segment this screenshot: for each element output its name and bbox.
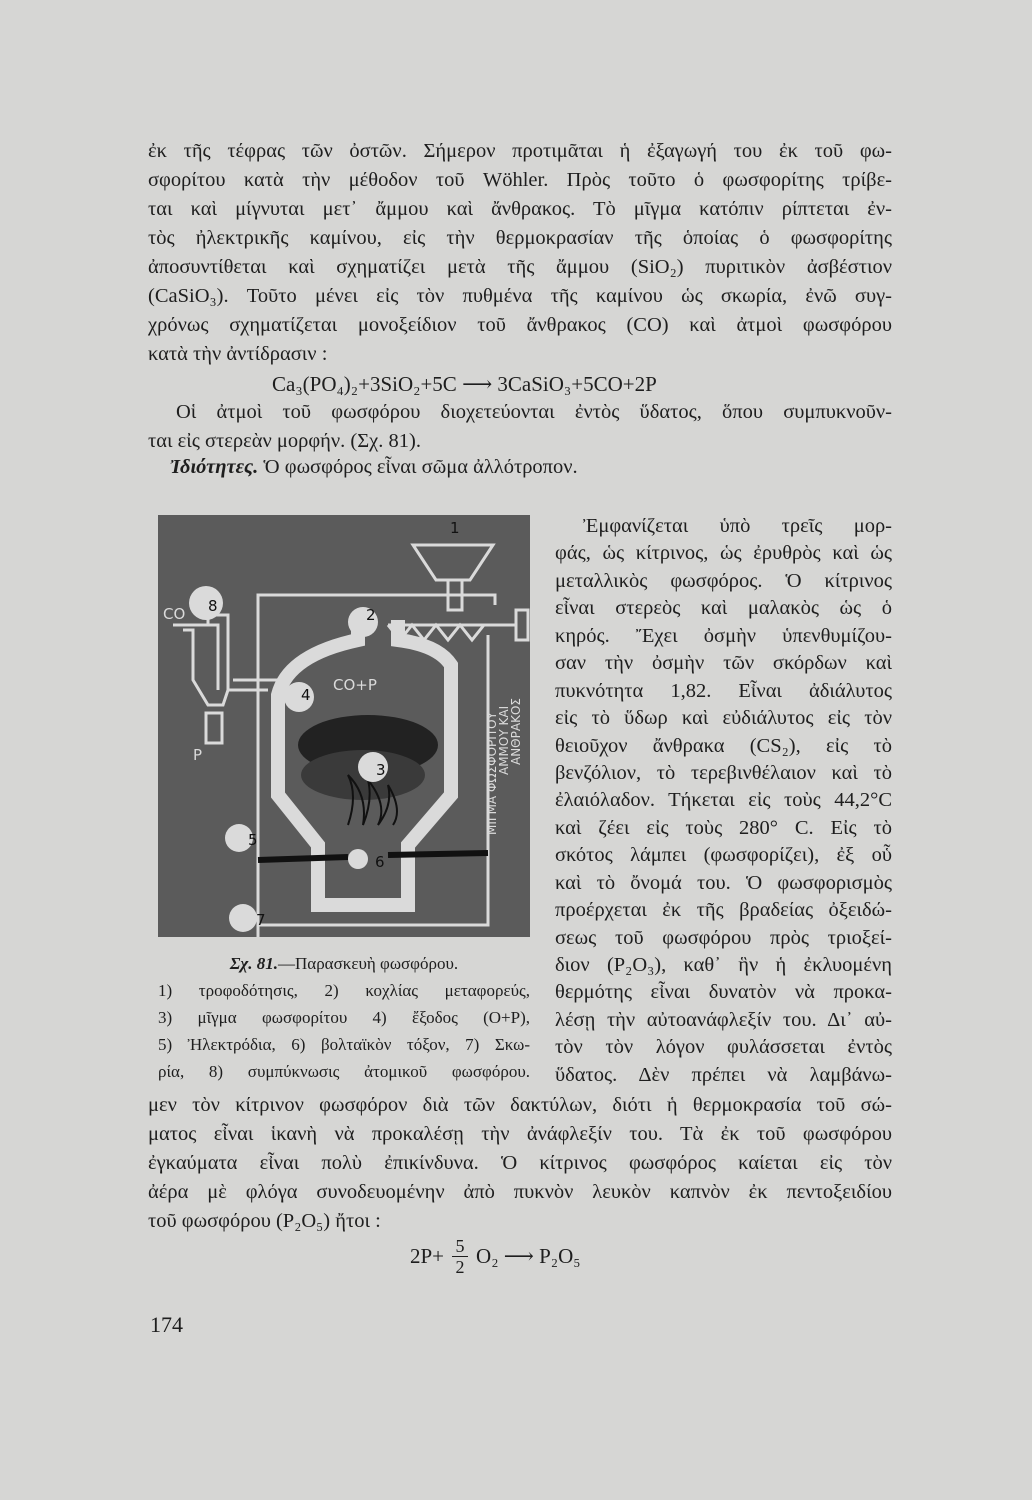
text-line: εἶναι στερεὸς καὶ μαλακὸς ὡς ὁ xyxy=(555,597,892,620)
text-line: ται καὶ μίγνυται μετ᾽ ἄμμου καὶ ἄνθρακος. Τὸ μῖγμα κατόπιν ρίπτεται ἐν- xyxy=(148,198,892,220)
fraction xyxy=(452,1236,468,1277)
text-line: ὕδατος. Δὲν πρέπει νὰ λαμβάνω- xyxy=(555,1063,892,1086)
marker-4: 4 xyxy=(301,686,311,704)
caption-line: 5) Ἠλεκτρόδια, 6) βολταϊκὸν τόξον, 7) Σκω- xyxy=(158,1035,530,1054)
right-column-paragraph xyxy=(555,513,892,1089)
text-line: θειοῦχον ἄνθρακα (CS₂), εἰς τὸ xyxy=(555,734,892,757)
text-line: Οἱ ἀτμοὶ τοῦ φωσφόρου διοχετεύονται ἐντὸς ὕδατος, ὅπου συμπυκνοῦν- xyxy=(176,401,892,423)
text-line: (CaSiO₃). Τοῦτο μένει εἰς τὸν πυθμένα τῆς καμίνου ὡς σκωρία, ἐνῶ συγ- xyxy=(148,285,892,307)
label-mixture-2: ΑΜΜΟΥ ΚΑΙ xyxy=(497,705,511,775)
text-line: σαν τὴν ὀσμὴν τῶν σκόρδων καὶ xyxy=(555,652,892,675)
text-line: ἀέρα μὲ φλόγα συνοδευομένην ἀπὸ πυκνὸν λευκὸν καπνὸν ἐκ πεντοξειδίου xyxy=(148,1181,892,1203)
equation-left: 2P+ xyxy=(410,1244,445,1268)
page-number: 174 xyxy=(150,1312,183,1337)
text-line: εἰς τὸ ὕδωρ καὶ εὐδιάλυτος εἰς τὸν xyxy=(555,707,892,730)
text-line: μεν τὸν κίτρινον φωσφόρον διὰ τῶν δακτύλων, διότι ἡ θερμοκρασία τοῦ σώ- xyxy=(148,1094,892,1116)
marker-6: 6 xyxy=(375,853,385,871)
text-line: χρόνως σχηματίζεται μονοξείδιον τοῦ ἄνθρακος (CO) καὶ ἀτμοὶ φωσφόρου xyxy=(148,314,892,336)
heading-title: Ἰδιότητες. xyxy=(170,456,259,478)
text-line: τὸς ἠλεκτρικῆς καμίνου, εἰς τὴν θερμοκρασίαν τῆς ὁποίας ὁ φωσφορίτης xyxy=(148,227,892,249)
caption-label: Σχ. 81. xyxy=(229,954,279,973)
label-p: P xyxy=(193,746,203,764)
text-line: σεως τοῦ φωσφόρου πρὸς τριοξεί- xyxy=(555,926,892,949)
equation-right: O₂ ⟶ P₂O₅ xyxy=(476,1244,581,1268)
fraction-numerator: 5 xyxy=(455,1236,465,1256)
figure-caption xyxy=(158,950,530,1085)
caption-line: 1) τροφοδότησις, 2) κοχλίας μεταφορεύς, xyxy=(158,981,530,1000)
marker-3: 3 xyxy=(376,761,386,779)
text-line: θερμότης εἶναι δυνατὸν νὰ προκα- xyxy=(555,981,892,1004)
marker-7: 7 xyxy=(256,911,266,929)
text-line: ἐκ τῆς τέφρας τῶν ὀστῶν. Σήμερον προτιμᾶται ἡ ἐξαγωγή του ἐκ τοῦ φω- xyxy=(148,140,892,162)
section-heading xyxy=(170,456,578,479)
label-mixture-3: ΑΝΘΡΑΚΟΣ xyxy=(509,698,523,765)
caption-line: ρία, 8) συμπύκνωσις ἀτομικοῦ φωσφόρου. xyxy=(158,1062,530,1081)
text-line: καὶ τὸ ὄνομά του. Ὁ φωσφορισμὸς xyxy=(555,871,892,894)
label-co-p: CO+P xyxy=(333,676,377,694)
text-line: διον (P₂O₃), καθ᾽ ἣν ἡ ἐκλυομένη xyxy=(555,954,892,976)
caption-line: 3) μῖγμα φωσφορίτου 4) ἔξοδος (O+P), xyxy=(158,1008,530,1027)
text-line: ἐλαιόλαδον. Τήκεται εἰς τοὺς 44,2°C xyxy=(555,789,892,812)
phosphorus-furnace-figure xyxy=(158,515,530,937)
text-line: ματος εἶναι ἱκανὴ νὰ προκαλέσῃ τὴν ἀνάφλεξίν του. Τὰ ἐκ τοῦ φωσφόρου xyxy=(148,1123,892,1145)
text-line: λέσῃ τὴν αὐτοανάφλεξίν του. Δι᾽ αὐ- xyxy=(555,1008,892,1031)
reaction-equation: Ca₃(PO₄)₂+3SiO₂+5C ⟶ 3CaSiO₃+5CO+2P xyxy=(272,372,657,396)
marker-1: 1 xyxy=(450,519,460,537)
text-line: ἐγκαύματα εἶναι πολὺ ἐπικίνδυνα. Ὁ κίτρινος φωσφόρος καίεται εἰς τὸν xyxy=(148,1152,892,1174)
text-line: τοῦ φωσφόρου (P₂O₅) ἤτοι : xyxy=(148,1210,381,1232)
top-paragraph xyxy=(148,137,892,456)
label-mixture-1: ΜΙΓΜΑ ΦΩΣΦΟΡΙΤΟΥ xyxy=(485,712,499,835)
combustion-equation xyxy=(410,1236,581,1277)
text-line: βενζόλιον, τὸ τερεβινθέλαιον καὶ τὸ xyxy=(555,761,892,784)
text-line: τὸν τὸν λόγον φυλάσσεται ἐντὸς xyxy=(555,1036,892,1059)
text-line: μεταλλικὸς φωσφόρος. Ὁ κίτρινος xyxy=(555,569,892,592)
text-line: φάς, ὡς κίτρινος, ὡς ἐρυθρὸς καὶ ὡς xyxy=(555,542,892,565)
label-co: CO xyxy=(163,605,186,623)
caption-title: —Παρασκευὴ φωσφόρου. xyxy=(278,954,459,973)
marker-2: 2 xyxy=(366,606,376,624)
heading-text: Ὁ φωσφόρος εἶναι σῶμα ἀλλότροπον. xyxy=(258,456,578,478)
marker-5: 5 xyxy=(248,831,258,849)
text-line: προέρχεται ἐκ τῆς βραδείας ὀξειδώ- xyxy=(555,899,892,922)
text-line: σφορίτου κατὰ τὴν μέθοδον τοῦ Wöhler. Πρὸς τοῦτο ὁ φωσφορίτης τρίβε- xyxy=(148,169,892,191)
text-line: κατὰ τὴν ἀντίδρασιν : xyxy=(148,343,328,365)
text-line: καὶ ζέει εἰς τοὺς 280° C. Εἰς τὸ xyxy=(555,816,892,839)
text-line: πυκνότητα 1,82. Εἶναι ἀδιάλυτος xyxy=(555,679,892,702)
fraction-denominator: 2 xyxy=(455,1257,465,1277)
text-line: Ἐμφανίζεται ὑπὸ τρεῖς μορ- xyxy=(583,515,892,537)
bottom-paragraph xyxy=(148,1091,892,1236)
marker-8: 8 xyxy=(208,597,218,615)
text-line: κηρός. Ἔχει ὀσμὴν ὑπενθυμίζου- xyxy=(555,624,892,647)
text-line: ἀποσυντίθεται καὶ σχηματίζει μετὰ τῆς ἄμμου (SiO₂) πυριτικὸν ἀσβέστιον xyxy=(148,256,892,278)
text-line: ται εἰς στερεὰν μορφήν. (Σχ. 81). xyxy=(148,430,421,452)
text-line: σκότος λάμπει (φωσφορίζει), ἐξ οὗ xyxy=(555,844,892,867)
